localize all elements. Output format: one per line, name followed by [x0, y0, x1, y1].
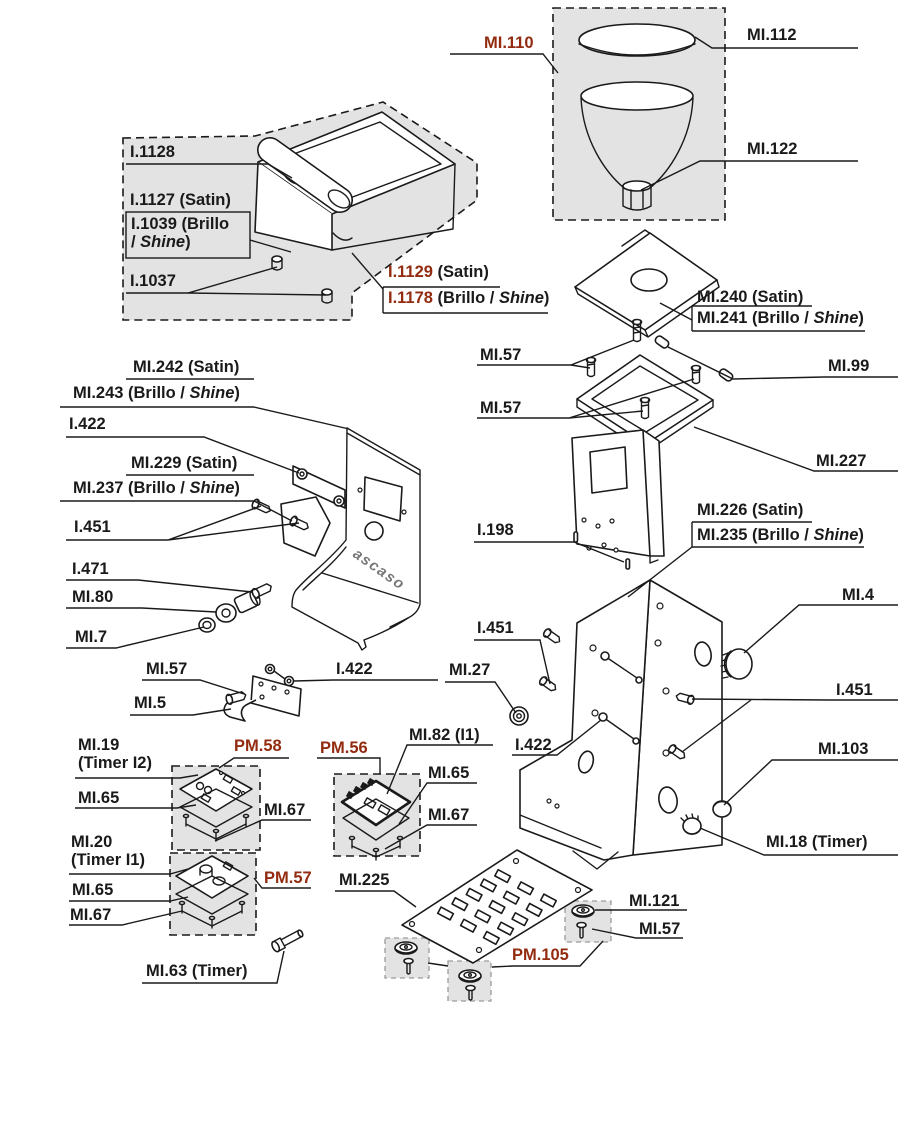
part-label-I.1127: I.1127 (Satin)	[130, 191, 231, 209]
part-label-MI.122: MI.122	[747, 140, 798, 158]
part-label-MI.235: MI.235 (Brillo / Shine)	[697, 526, 864, 544]
part-label-MI.19: MI.19 (Timer I2)	[78, 736, 152, 772]
part-label-MI.225: MI.225	[339, 871, 390, 889]
part-label-MI.103: MI.103	[818, 740, 869, 758]
part-label-I.198: I.198	[477, 521, 514, 539]
part-label-MI.67-c: MI.67	[428, 806, 470, 824]
part-label-MI.27: MI.27	[449, 661, 491, 679]
part-label-MI.82: MI.82 (I1)	[409, 726, 480, 744]
part-label-MI.241: MI.241 (Brillo / Shine)	[697, 309, 864, 327]
part-label-MI.67-b: MI.67	[70, 906, 112, 924]
part-label-I.422-a: I.422	[69, 415, 106, 433]
part-label-PM.57: PM.57	[264, 869, 312, 887]
part-label-MI.65-a: MI.65	[78, 789, 120, 807]
part-label-PM.56: PM.56	[320, 739, 368, 757]
part-label-MI.57-a: MI.57	[480, 346, 522, 364]
part-label-MI.112: MI.112	[747, 26, 797, 44]
part-label-MI.99: MI.99	[828, 357, 870, 375]
part-label-I.1037: I.1037	[130, 272, 176, 290]
part-label-MI.65-b: MI.65	[72, 881, 114, 899]
part-label-MI.67-a: MI.67	[264, 801, 306, 819]
part-label-MI.57-c: MI.57	[146, 660, 188, 678]
part-label-MI.121: MI.121	[629, 892, 680, 910]
part-label-MI.7: MI.7	[75, 628, 108, 646]
part-label-MI.242: MI.242 (Satin)	[133, 358, 240, 376]
part-label-MI.57-d: MI.57	[639, 920, 681, 938]
part-label-I.1128: I.1128	[130, 143, 175, 161]
part-label-MI.80: MI.80	[72, 588, 114, 606]
part-label-MI.243: MI.243 (Brillo / Shine)	[73, 384, 240, 402]
part-label-I.1178: I.1178 (Brillo / Shine)	[388, 289, 550, 307]
part-label-I.422-b: I.422	[336, 660, 373, 678]
brand-logo: ascaso	[349, 545, 409, 594]
part-label-I.471: I.471	[72, 560, 109, 578]
part-label-MI.110: MI.110	[484, 34, 534, 52]
part-label-I.1129: I.1129 (Satin)	[388, 263, 489, 281]
part-label-MI.229: MI.229 (Satin)	[131, 454, 238, 472]
part-label-MI.63: MI.63 (Timer)	[146, 962, 248, 980]
part-label-I.451-b: I.451	[477, 619, 514, 637]
part-label-MI.18: MI.18 (Timer)	[766, 833, 868, 851]
part-label-PM.105: PM.105	[512, 946, 569, 964]
part-label-I.451-a: I.451	[74, 518, 111, 536]
part-label-MI.5: MI.5	[134, 694, 167, 712]
part-label-MI.237: MI.237 (Brillo / Shine)	[73, 479, 240, 497]
part-label-I.1039: I.1039 (Brillo / Shine)	[131, 215, 230, 251]
part-label-MI.4: MI.4	[842, 586, 875, 604]
part-label-MI.20: MI.20 (Timer I1)	[71, 833, 145, 869]
part-label-PM.58: PM.58	[234, 737, 282, 755]
part-label-MI.227: MI.227	[816, 452, 867, 470]
part-label-MI.65-c: MI.65	[428, 764, 470, 782]
part-label-MI.240: MI.240 (Satin)	[697, 288, 804, 306]
part-label-I.451-c: I.451	[836, 681, 873, 699]
part-label-I.422-c: I.422	[515, 736, 552, 754]
part-label-MI.226: MI.226 (Satin)	[697, 501, 804, 519]
part-label-MI.57-b: MI.57	[480, 399, 522, 417]
